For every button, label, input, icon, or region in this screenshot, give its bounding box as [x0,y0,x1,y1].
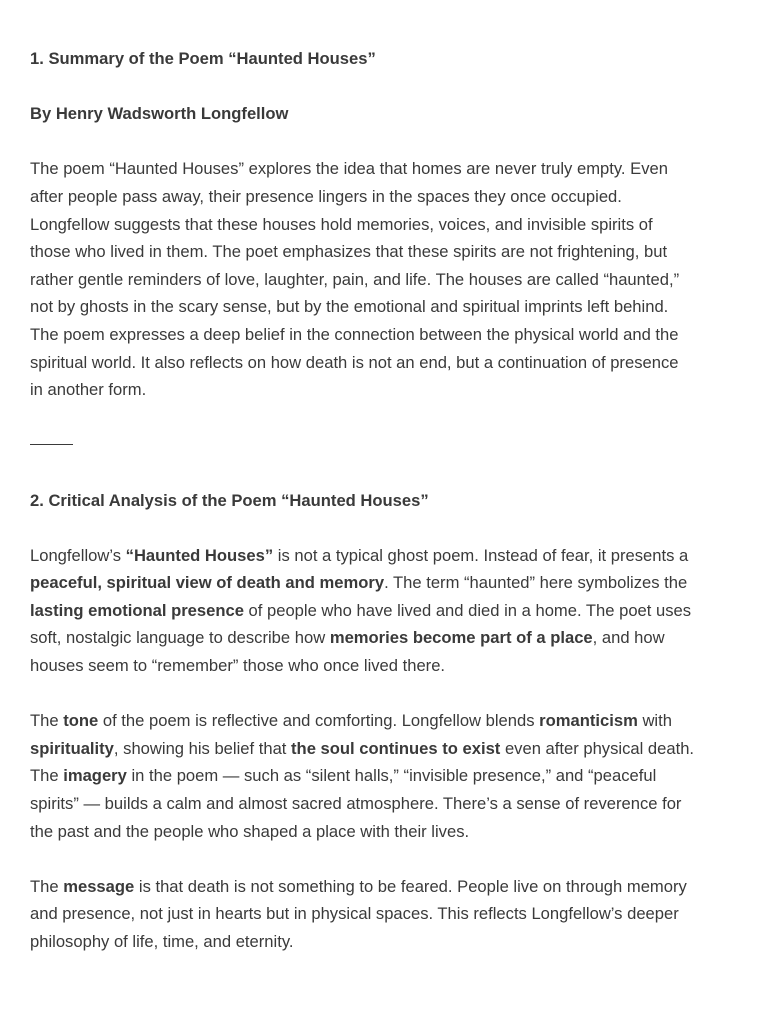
analysis-line: philosophy of life, time, and eternity. [30,932,294,951]
summary-line: after people pass away, their presence lingers in the spaces they once occupied. [30,186,622,206]
analysis-line: lasting emotional presence of people who have lived and died in a home. The poet uses [30,600,692,620]
analysis-line: spirituality, showing his belief that the soul continues to exist even after physical death. [30,738,695,758]
analysis-line: houses seem to “remember” those who once lived there. [30,656,446,676]
bold-phrase: tone [63,711,99,731]
summary-line: Longfellow suggests that these houses hold memories, voices, and invisible spirits of [30,214,653,234]
summary-line: not by ghosts in the scary sense, but by the emotional and spiritual imprints left behind. [30,297,669,317]
section-divider [30,431,738,459]
analysis-line: the past and the people who shaped a place with their lives. [30,821,470,841]
analysis-paragraph-1 [30,542,738,680]
analysis-line: Longfellow’s “Haunted Houses” is not a typical ghost poem. Instead of fear, it presents a [30,545,689,565]
summary-line: in another form. [30,380,147,400]
analysis-line: soft, nostalgic language to describe how memories become part of a place, and how [30,628,665,648]
summary-line: The poem expresses a deep belief in the connection between the physical world and the [30,324,679,344]
summary-line: rather gentle reminders of love, laughter, pain, and life. The houses are called “haunted,” [30,269,680,289]
analysis-line: and presence, not just in hearts but in physical spaces. This reflects Longfellow’s deeper [30,904,679,924]
analysis-line: The imagery in the poem — such as “silent halls,” “invisible presence,” and “peaceful [30,766,657,786]
author-byline: By Henry Wadsworth Longfellow [30,104,289,124]
summary-line: The poem “Haunted Houses” explores the idea that homes are never truly empty. Even [30,159,668,179]
analysis-paragraph-2 [30,707,738,845]
bold-phrase: the soul continues to exist [291,738,501,758]
analysis-line: peaceful, spiritual view of death and memory. The term “haunted” here symbolizes the [30,573,688,593]
section-1-heading: 1. Summary of the Poem “Haunted Houses” [30,49,376,68]
bold-phrase: memories become part of a place [329,628,593,648]
analysis-line: The tone of the poem is reflective and comforting. Longfellow blends romanticism with [30,711,672,731]
summary-line: those who lived in them. The poet emphasizes that these spirits are not frightening, but [30,242,668,262]
bold-phrase: message [63,876,135,896]
bold-phrase: lasting emotional presence [30,600,244,620]
bold-phrase: peaceful, spiritual view of death and memory [30,573,385,593]
analysis-line: The message is that death is not something to be feared. People live on through memory [30,876,687,896]
section-2-heading: 2. Critical Analysis of the Poem “Haunted Houses” [30,490,429,510]
analysis-paragraph-3 [30,873,738,956]
bold-phrase: “Haunted Houses” [125,545,274,565]
summary-paragraph [30,155,738,403]
summary-line: spiritual world. It also reflects on how death is not an end, but a continuation of presence [30,352,679,372]
bold-phrase: spirituality [30,738,114,758]
bold-phrase: romanticism [539,711,638,731]
analysis-line: spirits” — builds a calm and almost sacred atmosphere. There’s a sense of reverence for [30,794,682,814]
bold-phrase: imagery [63,766,127,786]
